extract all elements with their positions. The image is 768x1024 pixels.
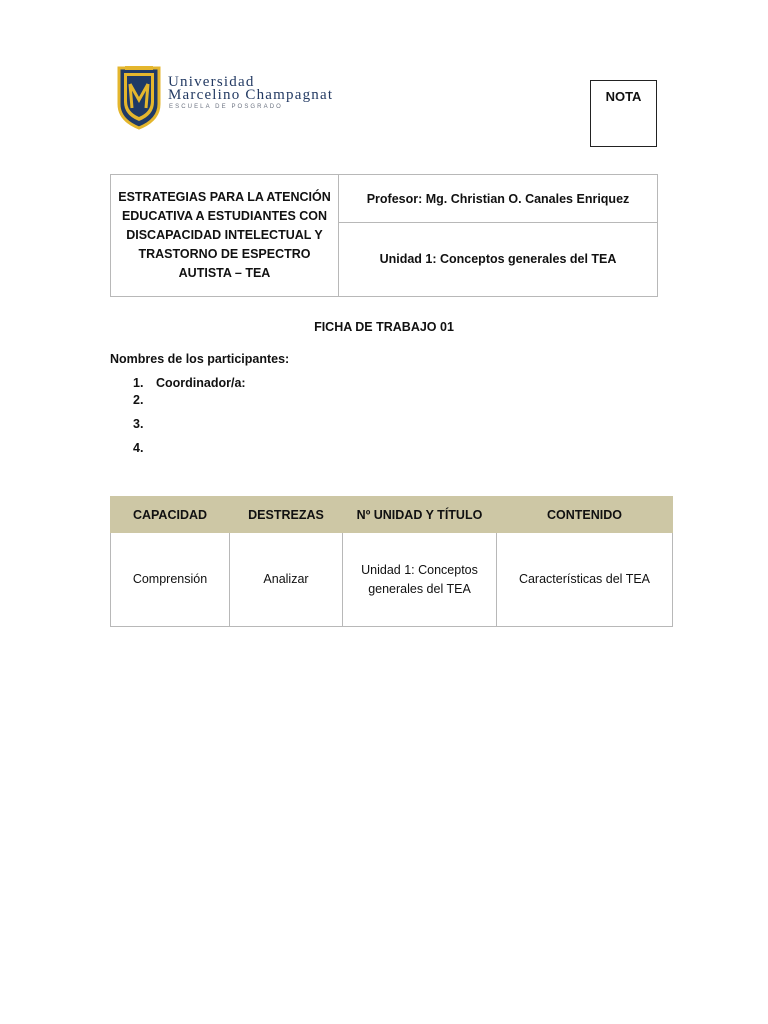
university-logo <box>116 64 378 130</box>
list-item-number: 4. <box>133 441 144 455</box>
table-cell: Comprensión <box>111 533 230 627</box>
table-header-cell: DESTREZAS <box>230 497 343 533</box>
course-header-table <box>110 174 658 297</box>
list-item <box>133 376 246 390</box>
list-item-label: Coordinador/a: <box>156 376 246 390</box>
capacity-table <box>110 496 673 627</box>
university-name-line1: Universidad <box>168 74 255 90</box>
list-item <box>133 417 156 431</box>
school-name: ESCUELA DE POSGRADO <box>169 104 283 110</box>
university-crest-icon <box>116 64 162 130</box>
table-header-row <box>111 497 673 533</box>
list-item-number: 2. <box>133 393 144 407</box>
table-cell: Unidad 1: Conceptos generales del TEA <box>343 533 497 627</box>
list-item-number: 1. <box>133 376 144 390</box>
table-header-cell: CAPACIDAD <box>111 497 230 533</box>
university-name-line2: Marcelino Champagnat <box>168 87 334 103</box>
unit-title: Unidad 1: Conceptos generales del TEA <box>379 252 617 266</box>
table-row <box>111 533 673 627</box>
table-header-cell: CONTENIDO <box>497 497 673 533</box>
table-cell: Características del TEA <box>497 533 673 627</box>
list-item <box>133 441 156 455</box>
grade-label: NOTA <box>605 89 642 104</box>
professor-name: Profesor: Mg. Christian O. Canales Enriquez <box>339 175 657 223</box>
participants-heading: Nombres de los participantes: <box>110 352 290 366</box>
worksheet-title: FICHA DE TRABAJO 01 <box>314 320 454 334</box>
course-title: ESTRATEGIAS PARA LA ATENCIÓN EDUCATIVA A ESTUDIANTES CON DISCAPACIDAD INTELECTUAL Y TRASTORNO DE ESPECTRO AUTISTA – TEA <box>111 175 339 296</box>
list-item <box>133 393 156 407</box>
table-cell: Analizar <box>230 533 343 627</box>
table-header-cell: Nº UNIDAD Y TÍTULO <box>343 497 497 533</box>
grade-box <box>590 80 657 147</box>
list-item-number: 3. <box>133 417 144 431</box>
